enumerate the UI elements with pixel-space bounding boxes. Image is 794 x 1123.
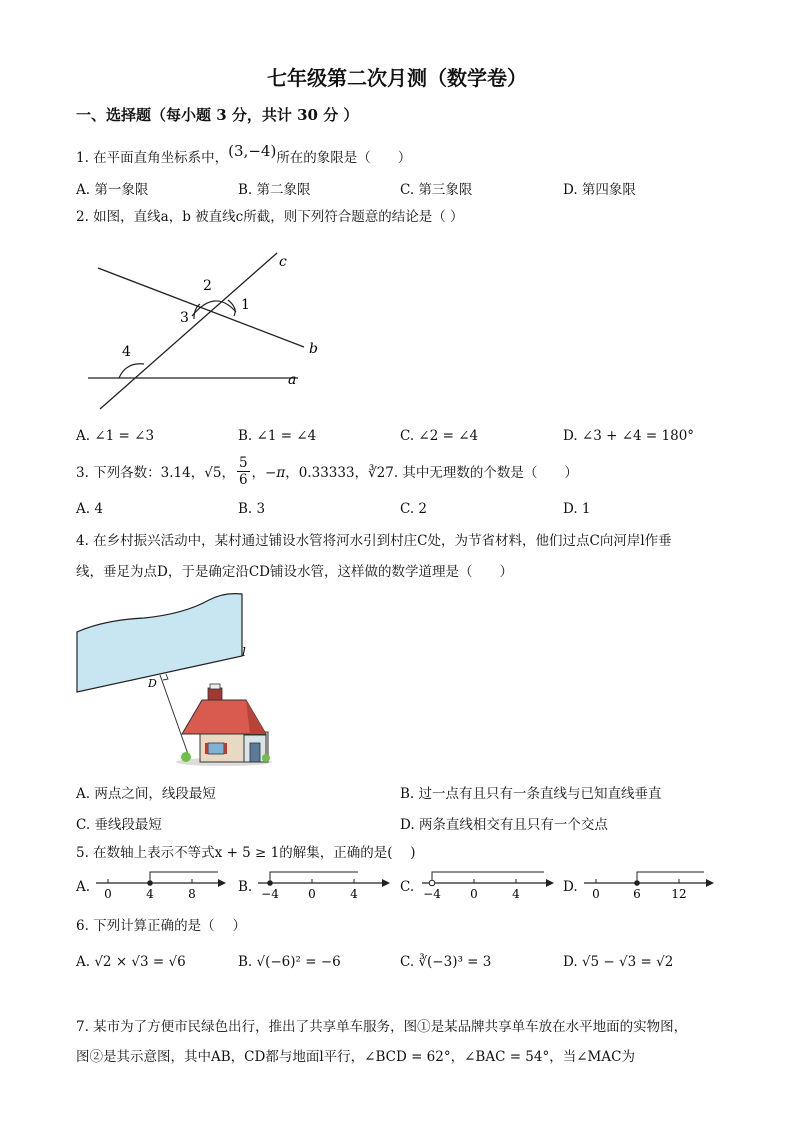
question-6: 6. 下列计算正确的是（ ） bbox=[76, 918, 246, 934]
q1-option-b: B. 第二象限 bbox=[238, 182, 311, 198]
angle-arc-4 bbox=[119, 364, 144, 378]
question-7-line-2: 图②是其示意图，其中AB，CD都与地面l平行，∠BCD = 62°，∠BAC = 54°，当∠MAC为 bbox=[76, 1049, 635, 1065]
question-2: 2. 如图，直线a，b 被直线c所截，则下列符合题意的结论是（ ） bbox=[76, 209, 464, 225]
tick-label: 8 bbox=[188, 887, 196, 901]
q1-suffix: 所在的象限是（ ） bbox=[276, 150, 412, 166]
q3-frac-num: 5 bbox=[238, 455, 248, 471]
line-c bbox=[100, 253, 277, 409]
q1-prefix: 1. 在平面直角坐标系中， bbox=[76, 150, 229, 166]
q1-option-d: D. 第四象限 bbox=[563, 182, 636, 198]
question-4-line-2: 线，垂足为点D，于是确定沿CD铺设水管，这样做的数学道理是（ ） bbox=[76, 564, 513, 580]
tick-label: 6 bbox=[633, 887, 641, 901]
tick-label: −4 bbox=[261, 887, 279, 901]
question-3: 3. 下列各数：3.14，√5， $\frac{5}{6}$ ，−π，0.33333，∛27. 其中无理数的个数是（ ） bbox=[76, 455, 578, 488]
label-angle-4: 4 bbox=[122, 344, 131, 360]
tick-label: 12 bbox=[671, 887, 687, 901]
number-line-c bbox=[418, 868, 556, 902]
label-angle-2: 2 bbox=[203, 278, 212, 294]
tick-label: 0 bbox=[470, 887, 478, 901]
tick-label: −4 bbox=[423, 887, 441, 901]
label-angle-1: 1 bbox=[241, 297, 250, 313]
q4-option-b: B. 过一点有且只有一条直线与已知直线垂直 bbox=[400, 786, 662, 802]
tick-label: 4 bbox=[146, 887, 154, 901]
label-b: b bbox=[309, 341, 318, 357]
tick-label: 0 bbox=[592, 887, 600, 901]
q4-figure bbox=[74, 592, 274, 770]
q3-neg-pi: −π bbox=[265, 465, 286, 481]
q3-cbrt27: ∛27 bbox=[368, 465, 394, 481]
tick-label: 4 bbox=[350, 887, 358, 901]
q6-option-b: B. √(−6)² = −6 bbox=[238, 954, 341, 970]
number-line-a bbox=[92, 868, 227, 902]
number-line-b bbox=[254, 868, 392, 902]
segment-cd bbox=[160, 675, 188, 754]
section-heading: 一、选择题（每小题 3 分，共计 30 分 ） bbox=[76, 106, 359, 124]
q3-option-d: D. 1 bbox=[563, 501, 591, 517]
label-l: l bbox=[242, 645, 246, 659]
q1-option-a: A. 第一象限 bbox=[76, 182, 149, 198]
q4-option-c: C. 垂线段最短 bbox=[76, 817, 162, 833]
tick-label: 4 bbox=[512, 887, 520, 901]
tick-label: 0 bbox=[104, 887, 112, 901]
label-d: D bbox=[148, 677, 157, 690]
label-c: c bbox=[279, 254, 287, 270]
q5-option-d: D. bbox=[563, 879, 578, 895]
label-angle-3: 3 bbox=[180, 310, 189, 326]
q2-option-a: A. ∠1 = ∠3 bbox=[76, 428, 155, 444]
q1-point: (3,−4) bbox=[228, 142, 277, 160]
q4-option-d: D. 两条直线相交有且只有一个交点 bbox=[400, 817, 608, 833]
q6-option-d: D. √5 − √3 = √2 bbox=[563, 954, 674, 970]
q3-prefix: 3. 下列各数：3.14， bbox=[76, 465, 205, 481]
right-angle-mark bbox=[163, 674, 168, 680]
q5-option-a: A. bbox=[76, 879, 91, 895]
q3-sqrt5: √5 bbox=[204, 465, 222, 481]
q3-decimal: 0.33333 bbox=[298, 465, 355, 481]
label-a: a bbox=[288, 372, 297, 388]
q5-option-b: B. bbox=[238, 879, 253, 895]
q2-option-d: D. ∠3 + ∠4 = 180° bbox=[563, 428, 695, 444]
q2-option-b: B. ∠1 = ∠4 bbox=[238, 428, 317, 444]
q3-suffix: . 其中无理数的个数是（ ） bbox=[393, 465, 578, 481]
house-illustration bbox=[176, 684, 272, 766]
tick-label: 0 bbox=[308, 887, 316, 901]
q3-option-c: C. 2 bbox=[400, 501, 428, 517]
q3-option-b: B. 3 bbox=[238, 501, 266, 517]
q5-option-c: C. bbox=[400, 879, 415, 895]
question-4-line-1: 4. 在乡村振兴活动中，某村通过铺设水管将河水引到村庄C处，为节省材料，他们过点C向河岸l作垂 bbox=[76, 533, 672, 549]
q4-option-a: A. 两点之间，线段最短 bbox=[76, 786, 216, 802]
page-title: 七年级第二次月测（数学卷） bbox=[267, 66, 527, 90]
q2-figure bbox=[80, 246, 330, 416]
river bbox=[77, 594, 242, 692]
q1-option-c: C. 第三象限 bbox=[400, 182, 473, 198]
q6-option-c: C. ∛(−3)³ = 3 bbox=[400, 954, 492, 970]
question-1 bbox=[76, 142, 412, 167]
q3-option-a: A. 4 bbox=[76, 501, 103, 517]
question-5: 5. 在数轴上表示不等式x + 5 ≥ 1的解集，正确的是( ) bbox=[76, 845, 416, 861]
question-7-line-1: 7. 某市为了方便市民绿色出行，推出了共享单车服务，图①是某品牌共享单车放在水平地面的实物图， bbox=[76, 1019, 688, 1035]
number-line-d bbox=[580, 868, 716, 902]
q2-option-c: C. ∠2 = ∠4 bbox=[400, 428, 479, 444]
q3-fraction bbox=[237, 455, 250, 488]
q6-option-a: A. √2 × √3 = √6 bbox=[76, 954, 186, 970]
q3-frac-den: 6 bbox=[238, 472, 248, 488]
